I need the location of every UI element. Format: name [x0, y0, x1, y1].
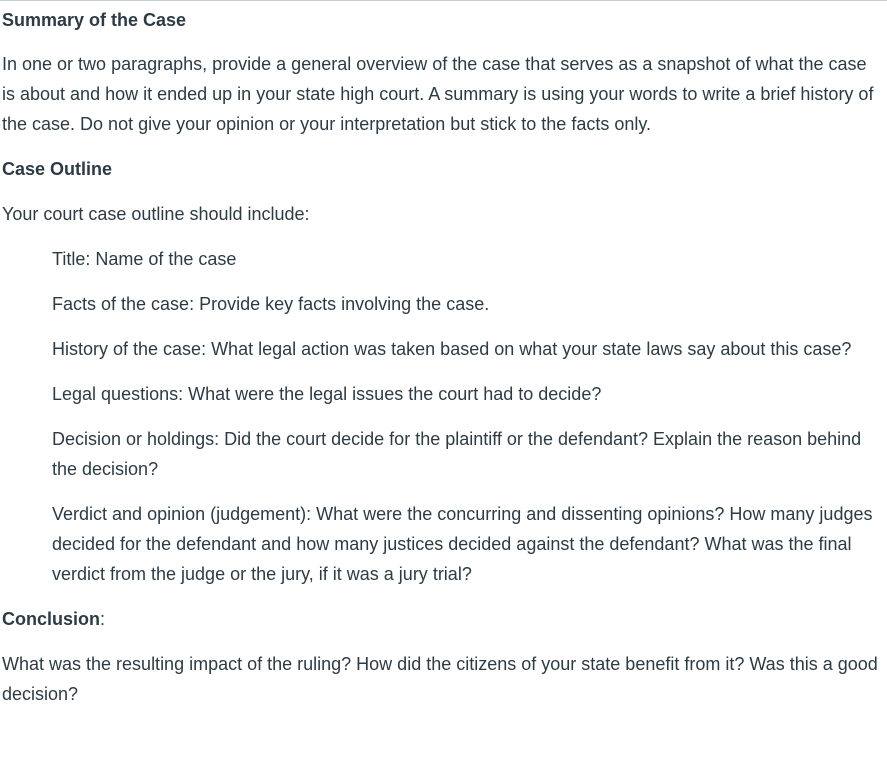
- summary-heading: Summary of the Case: [2, 10, 187, 30]
- summary-paragraph: In one or two paragraphs, provide a general overview of the case that serves as a snapshot of what the case is about and how it ended up in your state high court. A summary is using your words to write a brief history of the case. Do not give your opinion or your interpretation but stick to the facts only.: [2, 54, 874, 134]
- conclusion-heading: [2, 604, 887, 634]
- outline-item-facts: Facts of the case: Provide key facts involving the case.: [52, 294, 490, 314]
- outline-item-legal-questions: Legal questions: What were the legal issues the court had to decide?: [52, 384, 602, 404]
- outline-item-verdict: Verdict and opinion (judgement): What were the concurring and dissenting opinions? How many judges decided for the defendant and how many justices decided against the defendant? What was the final verdict from the judge or the jury, if it was a jury trial?: [52, 504, 873, 584]
- case-outline-list: [2, 244, 887, 589]
- conclusion-heading-text: Conclusion: [2, 609, 100, 629]
- case-outline-intro: Your court case outline should include:: [2, 204, 310, 224]
- outline-item-history: History of the case: What legal action was taken based on what your state laws say about this case?: [52, 339, 852, 359]
- conclusion-heading-colon: :: [100, 609, 106, 629]
- case-outline-heading: Case Outline: [2, 159, 113, 179]
- outline-item-title: Title: Name of the case: [52, 249, 237, 269]
- conclusion-paragraph: What was the resulting impact of the ruling? How did the citizens of your state benefit from it? Was this a good decision?: [2, 654, 878, 704]
- outline-item-decision: Decision or holdings: Did the court decide for the plaintiff or the defendant? Explain the reason behind the decision?: [52, 429, 862, 479]
